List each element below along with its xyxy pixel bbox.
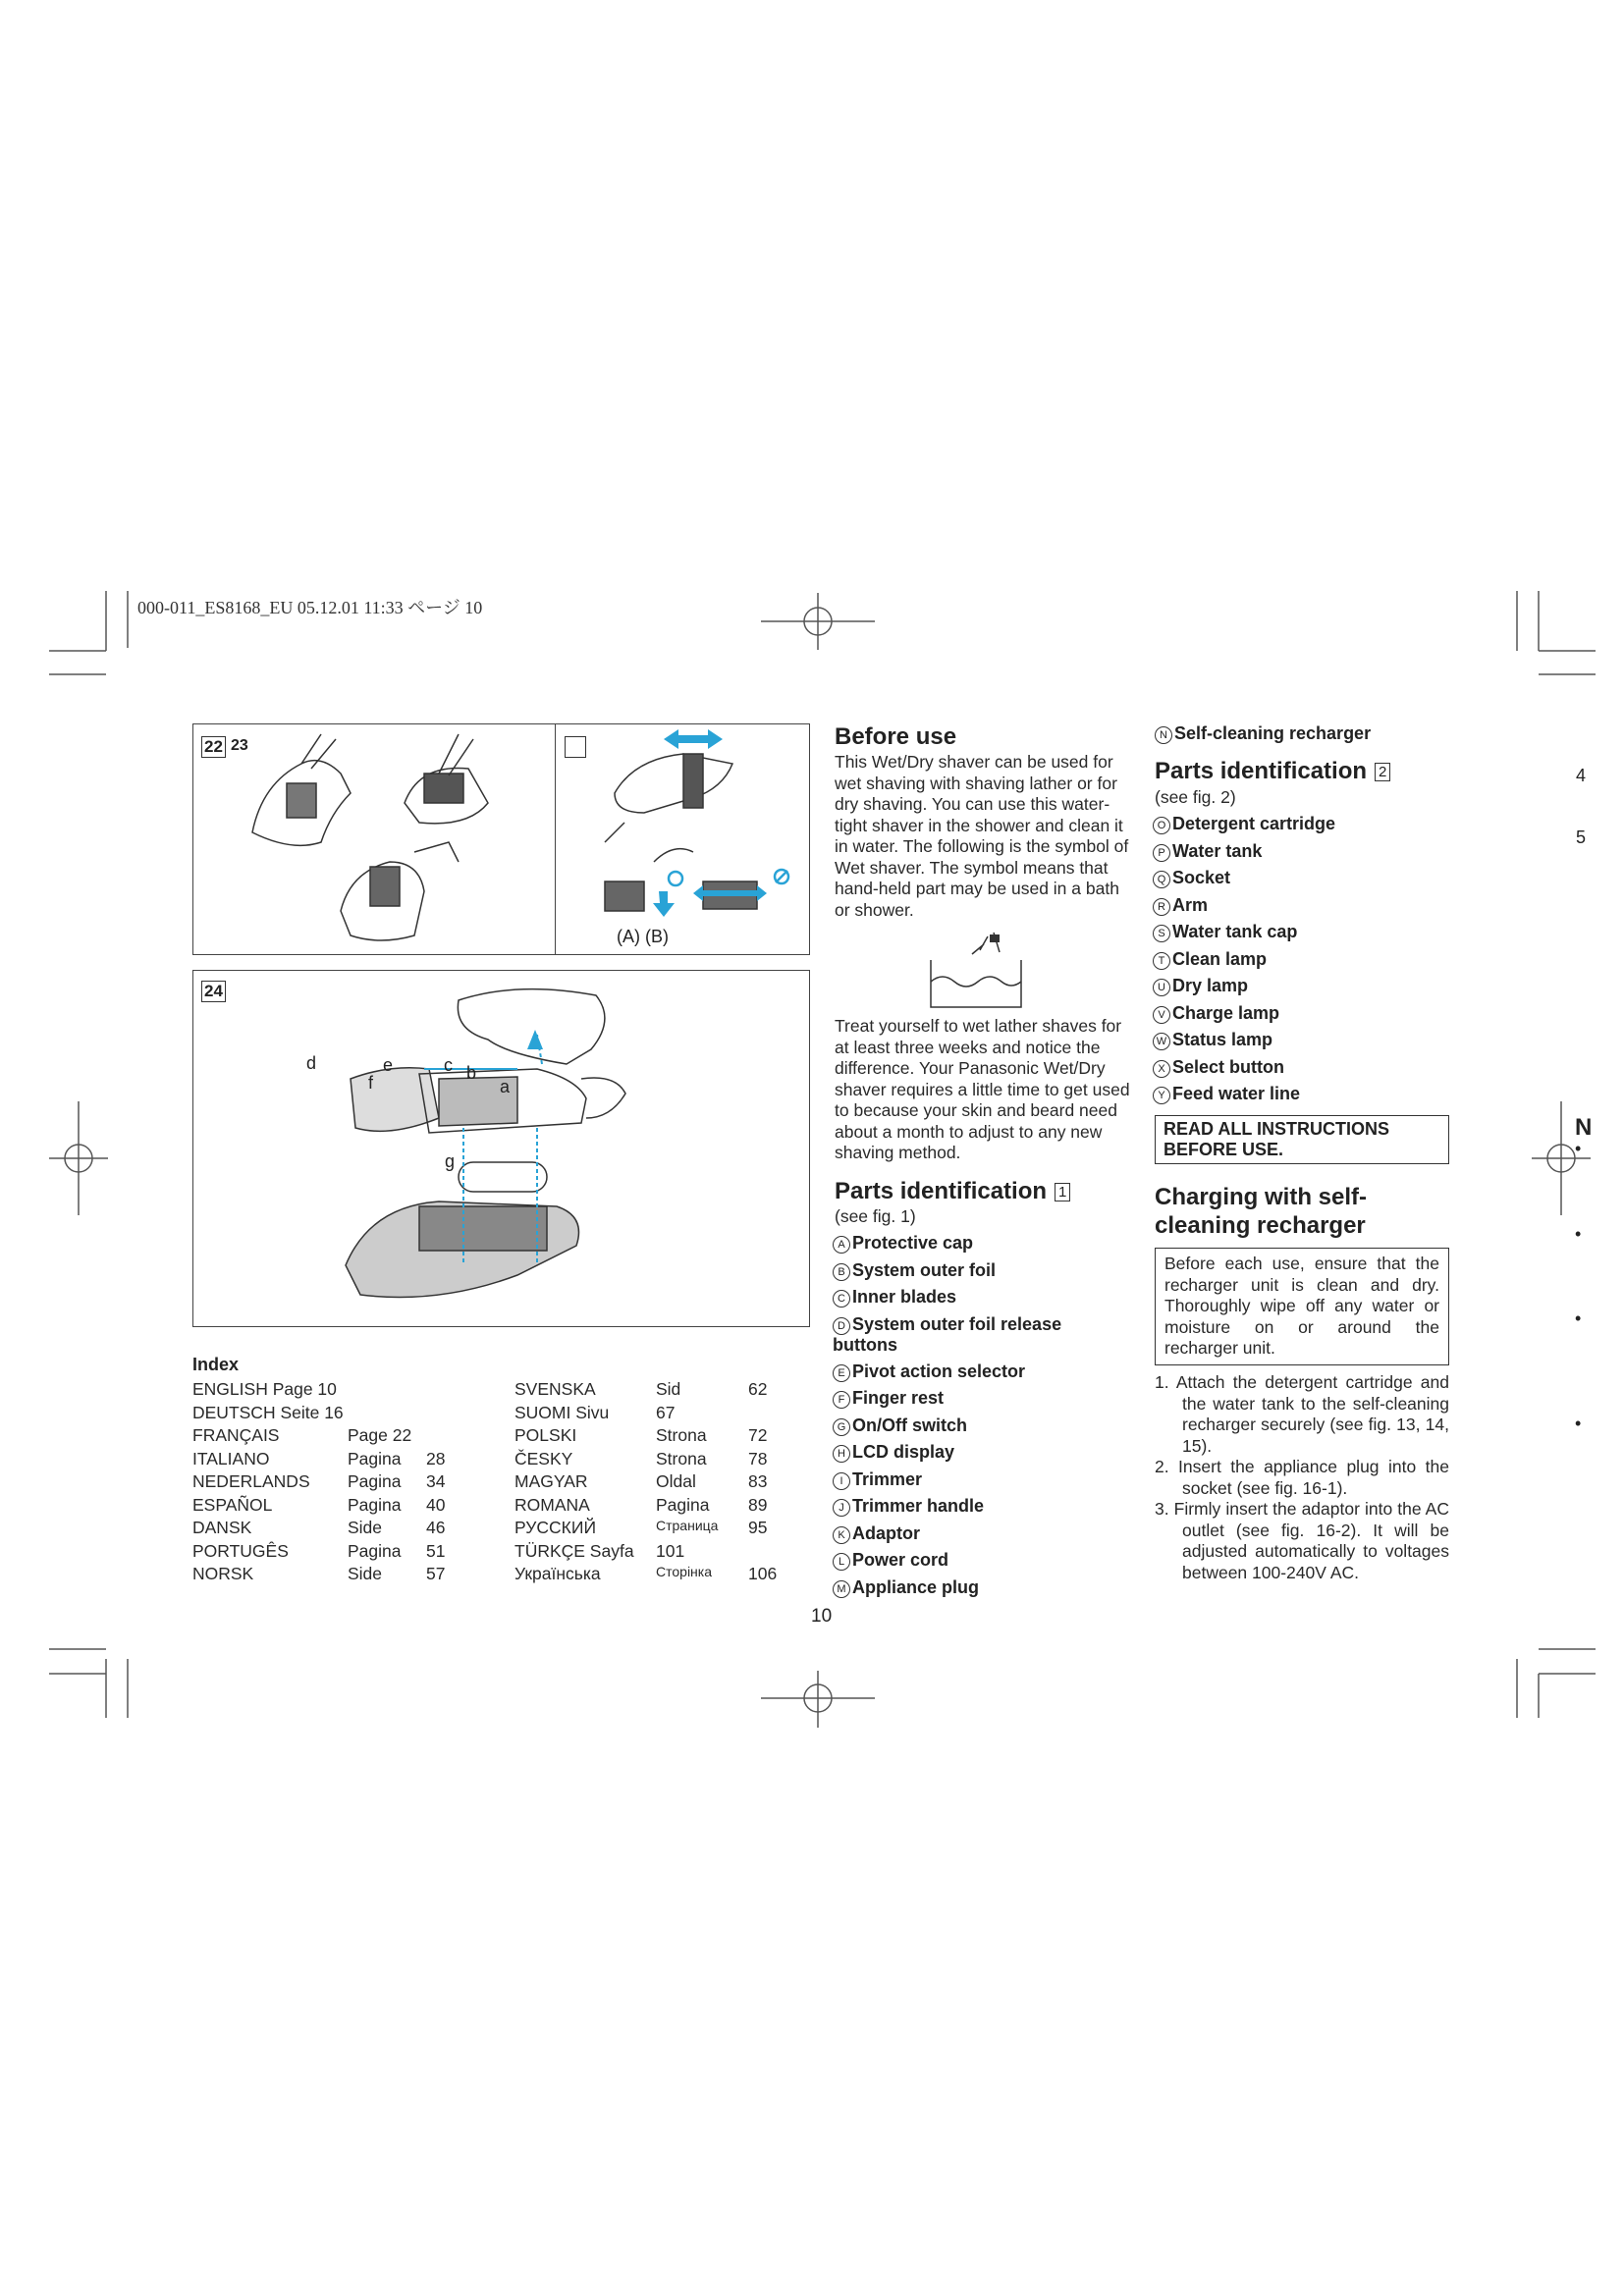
parts-item-r bbox=[1153, 892, 1335, 920]
index-cell: NEDERLANDS bbox=[192, 1471, 310, 1491]
cleaning-brush-illustration bbox=[193, 724, 553, 952]
circled-letter: N bbox=[1155, 726, 1172, 744]
before-use-para-1: This Wet/Dry shaver can be used for wet shaving with shaving lather or for dry shaving. You can use this water-tight shaver in the shower and clean it in water. The following is the symbol of Wet shaver. The symbol means that hand-held part may be used in a bath or shower. bbox=[835, 752, 1129, 920]
parts-2-figure-ref: 2 bbox=[1375, 763, 1390, 781]
parts-item-f bbox=[833, 1385, 1127, 1413]
circled-letter: L bbox=[833, 1553, 850, 1571]
index-cell: TÜRKÇE Sayfa bbox=[514, 1540, 634, 1561]
index-cell: SVENSKA bbox=[514, 1379, 596, 1399]
circled-letter: V bbox=[1153, 1006, 1170, 1024]
print-header: 000-011_ES8168_EU 05.12.01 11:33 ページ 10 bbox=[137, 598, 483, 617]
circled-letter: O bbox=[1153, 817, 1170, 834]
parts-item-v bbox=[1153, 1000, 1335, 1028]
index-cell: Pagina bbox=[348, 1494, 402, 1515]
parts-2-heading-text: Parts identification bbox=[1155, 758, 1368, 784]
parts-2-item-n bbox=[1155, 721, 1371, 748]
parts-2-list bbox=[1153, 811, 1335, 1108]
index-cell: 89 bbox=[748, 1494, 768, 1515]
parts-item-label: Finger rest bbox=[852, 1388, 945, 1408]
figure-label-e: e bbox=[383, 1055, 394, 1075]
charging-note-box bbox=[1155, 1248, 1449, 1365]
parts-item-label: System outer foil release buttons bbox=[833, 1313, 1062, 1355]
index-cell: Strona bbox=[656, 1425, 707, 1445]
parts-item-label: Inner blades bbox=[852, 1287, 957, 1307]
before-use-para-2: Treat yourself to wet lather shaves for at least three weeks and notice the difference. Your Panasonic Wet/Dry shaver requires a little time to get used to because your skin and beard need about a month to adjust to any new shaving method. bbox=[835, 1016, 1130, 1162]
index-cell: 40 bbox=[426, 1494, 446, 1515]
parts-item-g bbox=[833, 1413, 1127, 1440]
index-cell: PORTUGÊS bbox=[192, 1540, 289, 1561]
parts-item-u bbox=[1153, 973, 1335, 1000]
parts-item-h bbox=[833, 1439, 1127, 1467]
before-use-heading: Before use bbox=[835, 723, 957, 750]
edge-bullet: • bbox=[1575, 1414, 1582, 1433]
parts-item-label: Dry lamp bbox=[1172, 976, 1249, 995]
parts-item-j bbox=[833, 1493, 1127, 1521]
parts-item-label: Water tank bbox=[1172, 840, 1263, 861]
parts-1-figure-ref: 1 bbox=[1055, 1183, 1070, 1201]
charging-note-text: Before each use, ensure that the recharger unit is clean and dry. Thoroughly wipe off any water or moisture on or around the recharger unit. bbox=[1164, 1254, 1439, 1358]
edge-bullet: • bbox=[1575, 1308, 1582, 1328]
parts-item-l bbox=[833, 1547, 1127, 1575]
parts-item-b bbox=[833, 1257, 1127, 1285]
index-cell: Pagina bbox=[348, 1471, 402, 1491]
index-cell: MAGYAR bbox=[514, 1471, 588, 1491]
wet-shaver-symbol-icon bbox=[923, 931, 1031, 1009]
charging-step-3: 3. Firmly insert the adaptor into the AC outlet (see fig. 16-2). It will be adjusted automatically to voltages between 100-240V AC. bbox=[1155, 1499, 1449, 1582]
circled-letter: K bbox=[833, 1526, 850, 1544]
parts-item-label: Charge lamp bbox=[1172, 1002, 1280, 1023]
parts-item-label: On/Off switch bbox=[852, 1415, 967, 1435]
parts-item-label: Status lamp bbox=[1172, 1030, 1273, 1049]
edge-bullet: • bbox=[1575, 1139, 1582, 1158]
parts-1-list bbox=[833, 1230, 1127, 1601]
circled-letter: E bbox=[833, 1364, 850, 1382]
index-cell: ROMANA bbox=[514, 1494, 590, 1515]
circled-letter: W bbox=[1153, 1033, 1170, 1050]
edge-number-4: 4 bbox=[1576, 766, 1587, 785]
index-cell: Сторінка bbox=[656, 1564, 712, 1579]
parts-item-d bbox=[833, 1311, 1127, 1359]
index-cell: NORSK bbox=[192, 1564, 254, 1583]
parts-item-label: Trimmer handle bbox=[852, 1496, 985, 1516]
index-cell: ESPAÑOL bbox=[192, 1494, 273, 1515]
circled-letter: P bbox=[1153, 844, 1170, 862]
index-cell: ITALIANO bbox=[192, 1448, 270, 1468]
parts-item-label: Socket bbox=[1172, 868, 1231, 887]
parts-item-a bbox=[833, 1230, 1127, 1257]
parts-item-s bbox=[1153, 919, 1335, 946]
figure-label-c: c bbox=[444, 1055, 453, 1075]
edge-heading-letter: N bbox=[1575, 1114, 1593, 1141]
edge-bullet: • bbox=[1575, 1224, 1582, 1244]
parts-item-label: Detergent cartridge bbox=[1172, 814, 1336, 833]
trimmer-illustration bbox=[556, 724, 807, 952]
figure-label-a: a bbox=[500, 1077, 511, 1096]
circled-letter: G bbox=[833, 1418, 850, 1436]
parts-item-label: Appliance plug bbox=[852, 1576, 980, 1597]
parts-item-y bbox=[1153, 1081, 1335, 1108]
parts-1-heading-text: Parts identification bbox=[835, 1178, 1048, 1204]
index-cell: Page 22 bbox=[348, 1425, 412, 1445]
parts-item-label: Water tank cap bbox=[1172, 922, 1298, 941]
index-cell: 83 bbox=[748, 1471, 768, 1491]
edge-number-5: 5 bbox=[1576, 828, 1587, 847]
index-cell: РУССКИЙ bbox=[514, 1518, 597, 1537]
parts-item-x bbox=[1153, 1054, 1335, 1082]
parts-item-m bbox=[833, 1575, 1127, 1602]
index-cell: 78 bbox=[748, 1448, 768, 1468]
circled-letter: D bbox=[833, 1317, 850, 1335]
index-cell: 34 bbox=[426, 1471, 446, 1491]
warning-text: READ ALL INSTRUCTIONS BEFORE USE. bbox=[1164, 1119, 1390, 1159]
index-cell: Strona bbox=[656, 1448, 707, 1468]
figure-label-g: g bbox=[445, 1151, 456, 1171]
index-cell: 72 bbox=[748, 1425, 768, 1445]
circled-letter: I bbox=[833, 1472, 850, 1490]
warning-box bbox=[1155, 1115, 1449, 1164]
index-cell: FRANÇAIS bbox=[192, 1425, 280, 1445]
circled-letter: C bbox=[833, 1290, 850, 1308]
index-cell: 101 bbox=[656, 1540, 685, 1561]
parts-item-label: Arm bbox=[1172, 894, 1209, 915]
figure-trimmer bbox=[555, 723, 810, 955]
figure-number-22: 22 bbox=[201, 736, 226, 758]
index-cell: ČESKY bbox=[514, 1448, 573, 1468]
figure-24 bbox=[192, 970, 810, 1327]
index-cell: 28 bbox=[426, 1448, 446, 1468]
index-cell: Oldal bbox=[656, 1471, 696, 1491]
parts-item-o bbox=[1153, 811, 1335, 838]
circled-letter: R bbox=[1153, 898, 1170, 916]
parts-item-t bbox=[1153, 946, 1335, 974]
parts-item-label: Select button bbox=[1172, 1056, 1285, 1077]
figure-label-b: b bbox=[466, 1063, 477, 1083]
index-cell: 62 bbox=[748, 1379, 768, 1399]
index-cell: DANSK bbox=[192, 1518, 252, 1537]
figure-label-f: f bbox=[368, 1073, 374, 1093]
charging-step-1: 1. Attach the detergent cartridge and the water tank to the self-cleaning recharger securely (see fig. 13, 14, 15). bbox=[1155, 1372, 1449, 1456]
index-cell: 51 bbox=[426, 1540, 446, 1561]
parts-item-label: Feed water line bbox=[1172, 1084, 1301, 1103]
index-cell: POLSKI bbox=[514, 1425, 577, 1445]
parts-item-label: System outer foil bbox=[852, 1259, 997, 1280]
index-cell: Sid bbox=[656, 1379, 681, 1399]
figure-label-d: d bbox=[306, 1053, 317, 1073]
circled-letter: H bbox=[833, 1445, 850, 1463]
circled-letter: A bbox=[833, 1236, 850, 1254]
circled-letter: B bbox=[833, 1263, 850, 1281]
parts-item-label: Clean lamp bbox=[1172, 948, 1268, 969]
index-cell: 67 bbox=[656, 1402, 676, 1422]
index-cell: 46 bbox=[426, 1518, 446, 1537]
parts-item-i bbox=[833, 1467, 1127, 1494]
index-cell: Українська bbox=[514, 1564, 601, 1583]
parts-item-label: Pivot action selector bbox=[852, 1361, 1026, 1381]
index-cell: Pagina bbox=[348, 1448, 402, 1468]
parts-2-item-label: Self-cleaning recharger bbox=[1174, 723, 1372, 743]
parts-item-label: Trimmer bbox=[852, 1468, 923, 1489]
exploded-shaver-illustration bbox=[193, 971, 807, 1324]
circled-letter: Q bbox=[1153, 871, 1170, 888]
parts-1-see-fig: (see fig. 1) bbox=[835, 1206, 916, 1226]
figure-number-23: 23 bbox=[231, 737, 248, 754]
parts-item-q bbox=[1153, 865, 1335, 892]
index-cell: Страница bbox=[656, 1518, 719, 1533]
parts-identification-1-heading bbox=[835, 1178, 1070, 1205]
charging-heading: Charging with self-cleaning recharger bbox=[1155, 1184, 1367, 1239]
circled-letter: S bbox=[1153, 925, 1170, 942]
circled-letter: F bbox=[833, 1391, 850, 1409]
parts-item-label: Adaptor bbox=[852, 1522, 920, 1543]
parts-item-k bbox=[833, 1521, 1127, 1548]
figure-number-24: 24 bbox=[201, 981, 226, 1002]
charging-steps bbox=[1155, 1372, 1449, 1583]
index-title: Index bbox=[192, 1355, 240, 1374]
parts-item-label: Protective cap bbox=[852, 1233, 974, 1253]
index-cell: DEUTSCH Seite 16 bbox=[192, 1402, 344, 1422]
parts-2-see-fig: (see fig. 2) bbox=[1155, 787, 1236, 807]
index-cell: ENGLISH Page 10 bbox=[192, 1379, 337, 1399]
circled-letter: Y bbox=[1153, 1087, 1170, 1104]
parts-identification-2-heading bbox=[1155, 758, 1390, 785]
circled-letter: U bbox=[1153, 979, 1170, 996]
figure-caption-ab: (A) (B) bbox=[617, 927, 669, 946]
parts-item-c bbox=[833, 1284, 1127, 1311]
page-number: 10 bbox=[811, 1606, 833, 1627]
index-cell: Side bbox=[348, 1564, 383, 1583]
index-cell: Side bbox=[348, 1518, 383, 1537]
index-cell: 57 bbox=[426, 1564, 446, 1583]
index-cell: 95 bbox=[748, 1518, 768, 1537]
circled-letter: M bbox=[833, 1580, 850, 1598]
circled-letter: X bbox=[1153, 1060, 1170, 1078]
parts-item-label: LCD display bbox=[852, 1442, 955, 1462]
index-cell: 106 bbox=[748, 1564, 778, 1583]
circled-letter: T bbox=[1153, 952, 1170, 970]
charging-step-2: 2. Insert the appliance plug into the socket (see fig. 16-1). bbox=[1155, 1457, 1449, 1498]
parts-item-p bbox=[1153, 838, 1335, 866]
parts-item-w bbox=[1153, 1027, 1335, 1054]
index-cell: Pagina bbox=[348, 1540, 402, 1561]
circled-letter: J bbox=[833, 1499, 850, 1517]
index-cell: Pagina bbox=[656, 1494, 710, 1515]
parts-item-label: Power cord bbox=[852, 1550, 949, 1570]
figure-22-23 bbox=[192, 723, 556, 955]
index-cell: SUOMI Sivu bbox=[514, 1402, 610, 1422]
parts-item-e bbox=[833, 1359, 1127, 1386]
